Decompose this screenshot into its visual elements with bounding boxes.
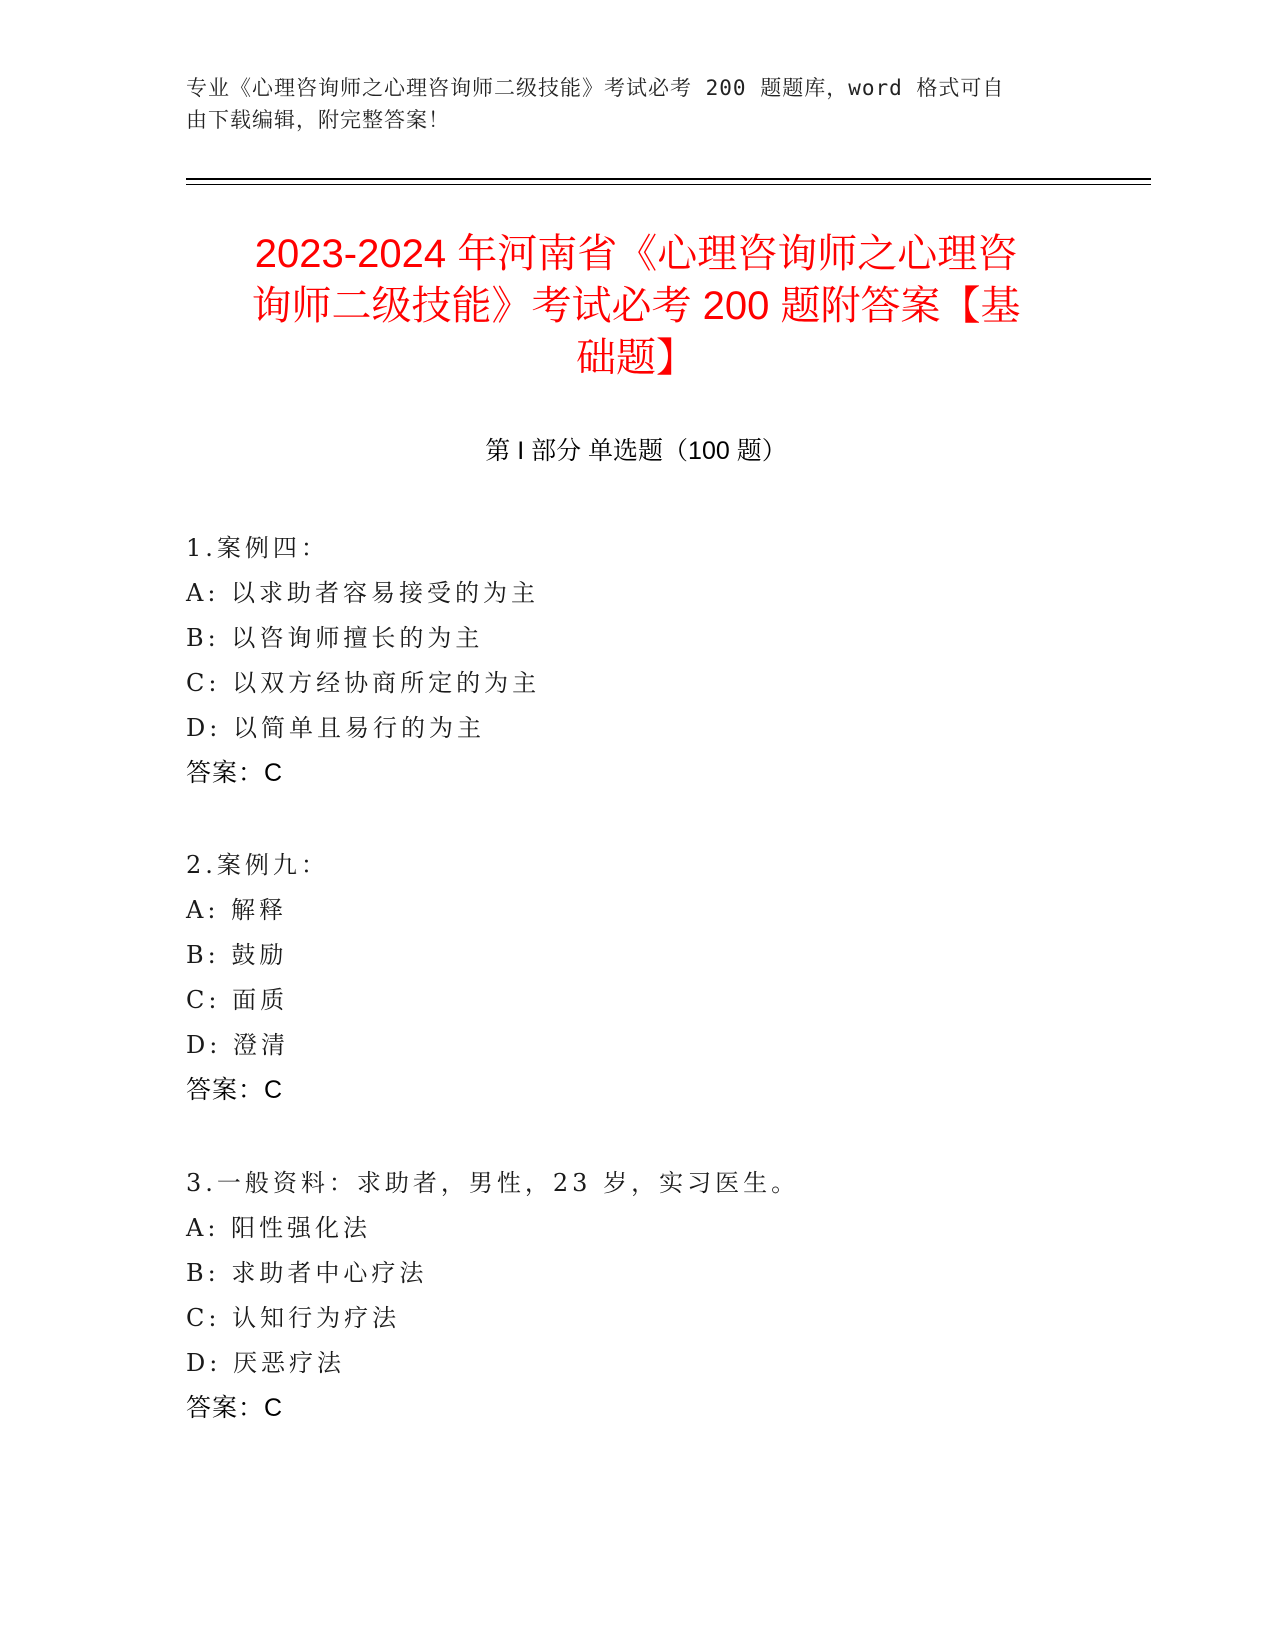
option-b: B: 以咨询师擅长的为主 — [186, 624, 484, 652]
document-title-line-3: 础题】 — [576, 336, 696, 380]
answer-line: 答案：C — [186, 759, 284, 787]
question-stem: 2.案例九： — [186, 851, 329, 879]
question-1 — [186, 526, 1086, 796]
section-heading: 第 I 部分 单选题（100 题） — [485, 437, 787, 465]
option-d: D: 澄清 — [186, 1031, 289, 1059]
question-2 — [186, 843, 1086, 1113]
answer-line: 答案：C — [186, 1394, 284, 1422]
document-title-line-2: 询师二级技能》考试必考 200 题附答案【基 — [251, 284, 1021, 328]
option-b: B: 求助者中心疗法 — [186, 1259, 428, 1287]
option-b: B: 鼓励 — [186, 941, 288, 969]
option-a: A: 阳性强化法 — [186, 1214, 372, 1242]
option-d: D: 厌恶疗法 — [186, 1349, 345, 1377]
option-a: A: 以求助者容易接受的为主 — [186, 579, 540, 607]
question-stem: 1.案例四： — [186, 534, 329, 562]
option-d: D: 以简单且易行的为主 — [186, 714, 485, 742]
option-a: A: 解释 — [186, 896, 288, 924]
question-3 — [186, 1161, 1086, 1431]
document-title-line-1: 2023-2024 年河南省《心理咨询师之心理咨 — [254, 232, 1018, 276]
header-note-line-2: 由下载编辑，附完整答案！ — [186, 108, 450, 132]
document-title — [186, 228, 1086, 384]
answer-line: 答案：C — [186, 1076, 284, 1104]
header-note-line-1: 专业《心理咨询师之心理咨询师二级技能》考试必考 200 题题库，word 格式可自 — [186, 76, 1005, 100]
option-c: C: 面质 — [186, 986, 289, 1014]
header-divider-thin — [186, 184, 1151, 185]
option-c: C: 以双方经协商所定的为主 — [186, 669, 541, 697]
document-header-note — [186, 72, 1066, 136]
question-stem: 3.一般资料：求助者，男性，23 岁，实习医生。 — [186, 1169, 800, 1197]
header-divider-thick — [186, 178, 1151, 180]
option-c: C: 认知行为疗法 — [186, 1304, 401, 1332]
